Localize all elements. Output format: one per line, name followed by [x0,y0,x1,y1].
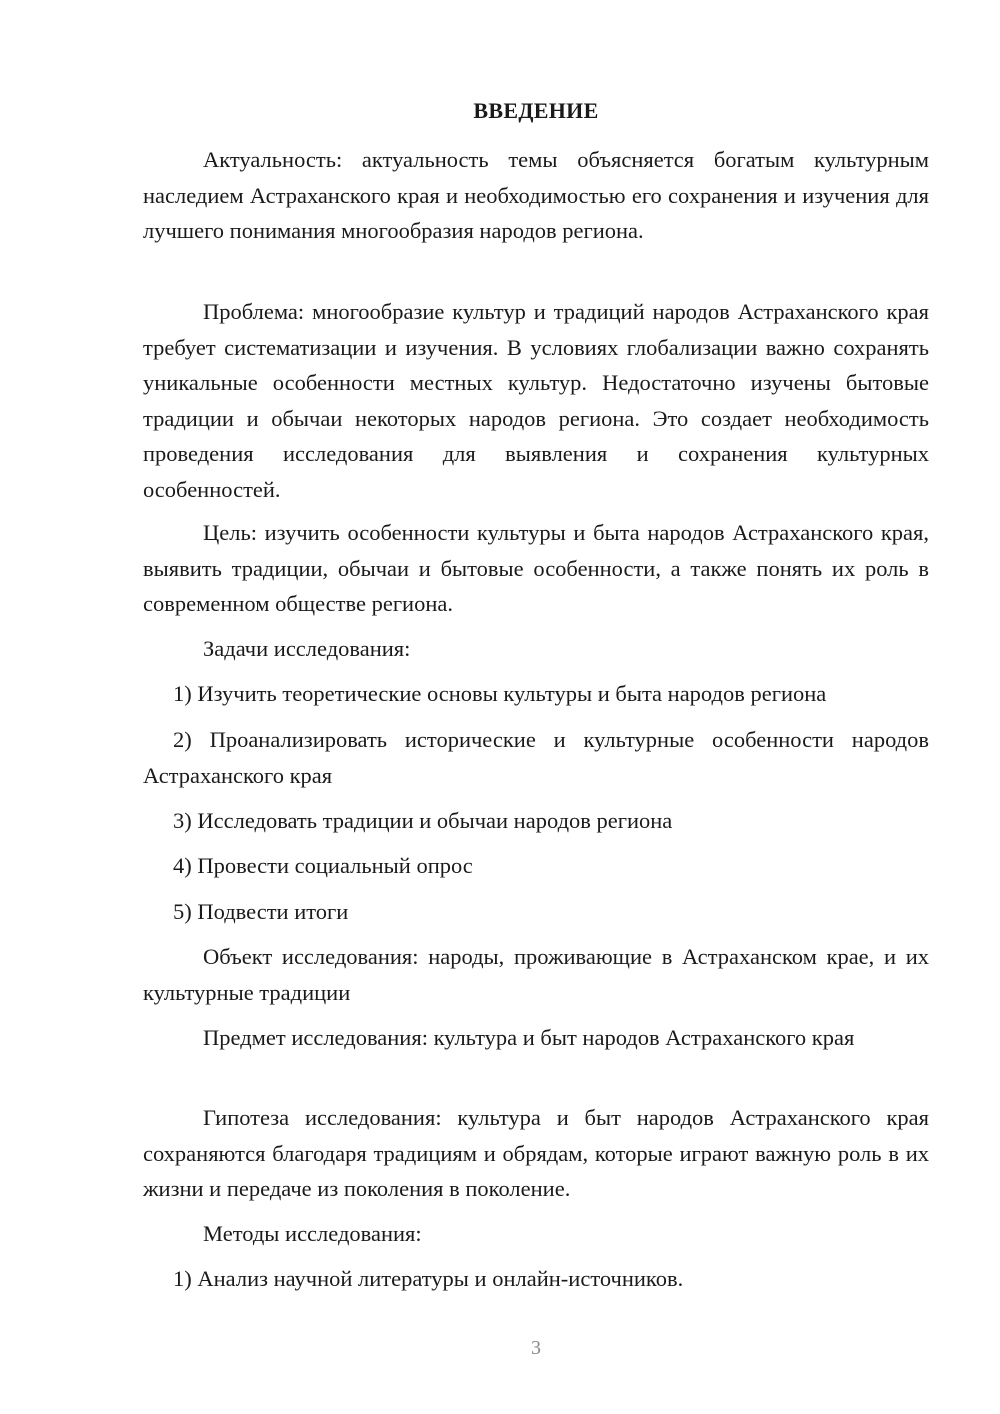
problem-paragraph: Проблема: многообразие культур и традиций народов Астраханского края требует систематизации и изучения. В условиях глобализации важно сохранять уникальные особенности местных культур. Недостаточно изучены бытовые традиции и обычаи некоторых народов региона. Это создает необходимость проведения исследования для выявления и сохранения культурных особенностей. [143,299,929,502]
subject-paragraph: Предмет исследования: культура и быт народов Астраханского края [203,1025,855,1050]
task-item-2: 2) Проанализировать исторические и культурные особенности народов Астраханского края [143,727,929,788]
section-title: ВВЕДЕНИЕ [473,98,599,123]
methods-heading: Методы исследования: [203,1221,422,1246]
tasks-heading: Задачи исследования: [203,636,411,661]
task-item-3: 3) Исследовать традиции и обычаи народов региона [173,808,673,833]
task-item-5: 5) Подвести итоги [173,899,349,924]
method-item-1: 1) Анализ научной литературы и онлайн-источников. [173,1266,684,1291]
goal-paragraph: Цель: изучить особенности культуры и быта народов Астраханского края, выявить традиции, обычаи и бытовые особенности, а также понять их роль в современном обществе региона. [143,520,929,616]
relevance-paragraph: Актуальность: актуальность темы объясняется богатым культурным наследием Астраханского края и необходимостью его сохранения и изучения для лучшего понимания многообразия народов региона. [143,147,929,243]
object-paragraph: Объект исследования: народы, проживающие в Астраханском крае, и их культурные традиции [143,944,929,1005]
page-number: 3 [531,1337,541,1359]
hypothesis-paragraph: Гипотеза исследования: культура и быт народов Астраханского края сохраняются благодаря традициям и обрядам, которые играют важную роль в их жизни и передаче из поколения в поколение. [143,1105,929,1201]
task-item-4: 4) Провести социальный опрос [173,853,473,878]
task-item-1: 1) Изучить теоретические основы культуры и быта народов региона [173,681,827,706]
